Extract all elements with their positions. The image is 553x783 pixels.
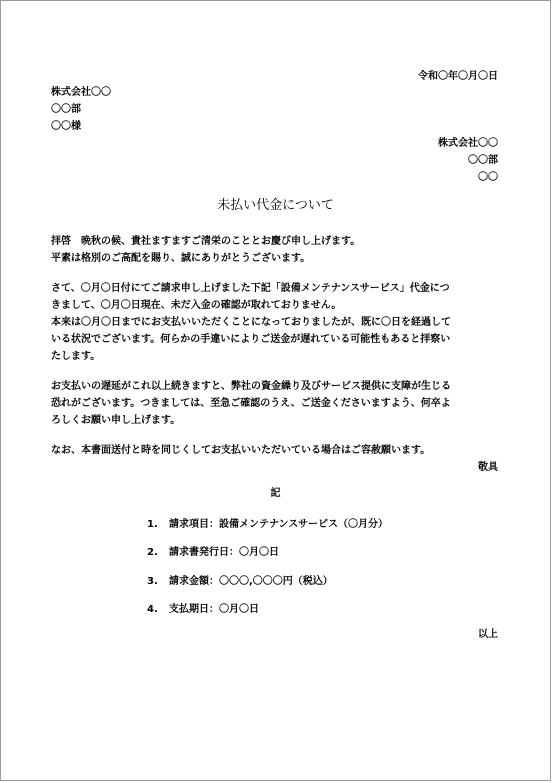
document-title: 未払い代金について xyxy=(217,198,334,213)
list-item xyxy=(147,543,279,558)
body-line: 恐れがございます。つきましては、至急ご確認のうえ、ご送金くださいますよう、何卒よ xyxy=(51,398,451,409)
greeting-line: 平素は格別のご高配を賜り、誠にありがとうございます。 xyxy=(51,253,311,264)
recipient-person: 〇〇様 xyxy=(51,121,81,132)
body-line: お支払いの遅延がこれ以上続きますと、弊社の資金繰り及びサービス提供に支障が生じる xyxy=(51,381,451,392)
list-item xyxy=(147,515,388,530)
greeting-paragraph xyxy=(51,233,506,267)
body-line: たします。 xyxy=(51,351,101,362)
list-item-number: 4. xyxy=(147,604,158,615)
list-item-text: 請求書発行日：〇月〇日 xyxy=(169,547,279,558)
sender-person: 〇〇 xyxy=(478,172,498,183)
ki-heading: 記 xyxy=(270,488,281,499)
end-ijou: 以上 xyxy=(478,629,498,640)
list-item-number: 2. xyxy=(147,547,158,558)
body-paragraph-2 xyxy=(51,378,506,429)
list-item-number: 1. xyxy=(147,519,158,530)
recipient-department: 〇〇部 xyxy=(51,104,81,115)
sender-company: 株式会社〇〇 xyxy=(438,138,498,149)
list-item-text: 請求項目：設備メンテナンスサービス（〇月分） xyxy=(169,519,388,530)
list-item-number: 3. xyxy=(147,576,158,587)
body-paragraph-3 xyxy=(51,442,506,459)
body-line: ろしくお願い申し上げます。 xyxy=(51,415,181,426)
body-line: 本来は〇月〇日までにお支払いいただくことになっておりましたが、既に〇日を経過して xyxy=(51,317,451,328)
body-line: きまして、〇月〇日現在、未だ入金の確認が取れておりません。 xyxy=(51,300,342,311)
list-item-text: 請求金額：〇〇〇,〇〇〇円（税込） xyxy=(169,576,333,587)
list-item xyxy=(147,572,333,587)
body-line: いる状況でございます。何らかの手違いによりご送金が遅れている可能性もあると拝察い xyxy=(51,334,451,345)
list-item-text: 支払期日：〇月〇日 xyxy=(169,604,259,615)
greeting-line: 拝啓 晩秋の候、貴社ますますご清栄のこととお慶び申し上げます。 xyxy=(51,236,361,247)
list-item xyxy=(147,600,259,615)
recipient-company: 株式会社〇〇 xyxy=(51,87,111,98)
document-date: 令和〇年〇月〇日 xyxy=(418,71,498,82)
closing-keigu: 敬具 xyxy=(478,462,498,473)
body-line: なお、本書面送付と時を同じくしてお支払いいただいている場合はご容赦願います。 xyxy=(51,445,431,456)
body-line: さて、〇月〇日付にてご請求申し上げました下記「設備メンテナンスサービス」代金につ xyxy=(51,283,450,294)
body-paragraph-1 xyxy=(51,280,506,365)
sender-department: 〇〇部 xyxy=(468,155,498,166)
